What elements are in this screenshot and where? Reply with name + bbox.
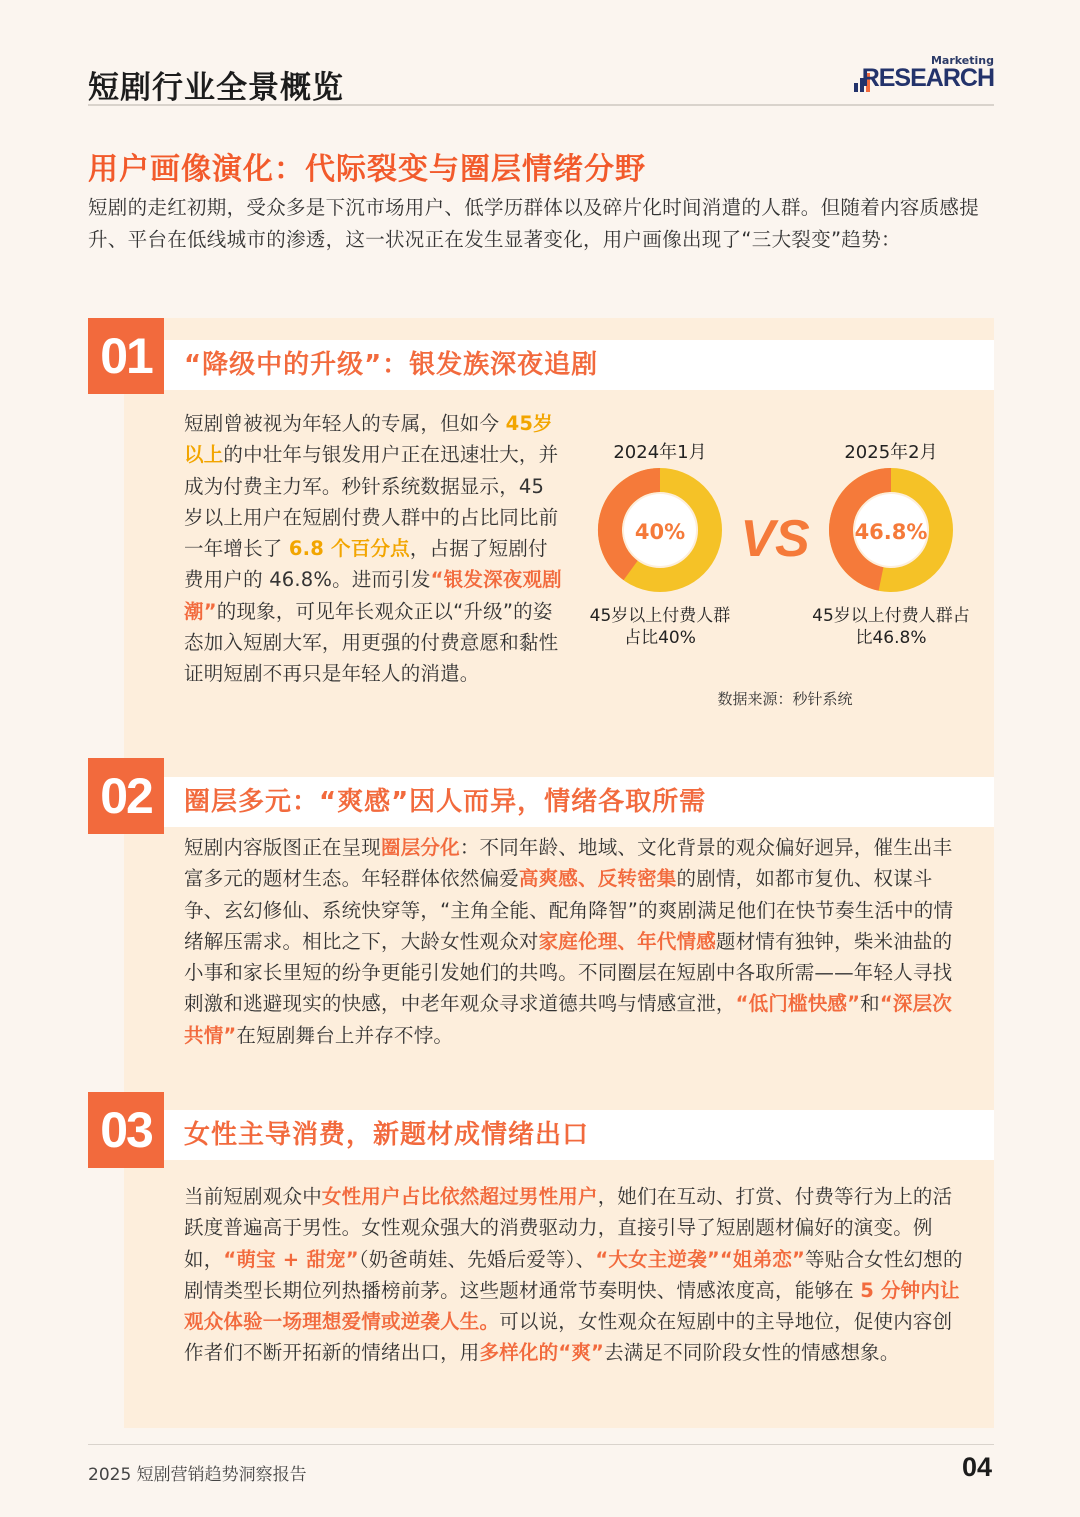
body-text-segment: 和 bbox=[860, 992, 880, 1016]
body-text-segment: 题材情有独钟，柴米油盐的小事和家长里短的纷争更能引发她们的共鸣。不同圈层在短剧中各取所需——年轻人寻找刺激和逃避现实的快感，中老年观众寻求道德共鸣与情感宣泄， bbox=[184, 929, 953, 1016]
chart-2-caption-line2: 比46.8% bbox=[855, 628, 927, 648]
item-01-number: 01 bbox=[88, 318, 164, 394]
body-text-segment: 短剧曾被视为年轻人的专属，但如今 bbox=[184, 412, 506, 435]
chart-source: 数据来源：秒针系统 bbox=[717, 690, 853, 708]
age-share-donut-charts bbox=[580, 428, 990, 728]
highlight-text: 高爽感、反转密集 bbox=[518, 867, 677, 891]
body-text-segment: （奶爸萌娃、先婚后爱等）、 bbox=[358, 1247, 596, 1271]
highlight-text: 6.8 个百分点 bbox=[288, 537, 410, 561]
chart-1-period: 2024年1月 bbox=[613, 442, 707, 463]
chart-1-center-label: 40% bbox=[634, 520, 686, 544]
body-text-segment: 短剧内容版图正在呈现 bbox=[184, 836, 382, 859]
item-03-number: 03 bbox=[88, 1092, 164, 1168]
body-text-segment: 的中壮年与银发用户正在迅速壮大，并成为付费主力军。秒针系统数据显示，45 岁以上用户在短剧付费人群中的占比同比前一年增长了 bbox=[184, 443, 559, 561]
body-text-segment: 的剧情，如都市复仇、权谋斗争、玄幻修仙、系统快穿等，“主角全能、配角降智”的爽剧满足他们在快节奏生活中的情绪解压需求。相比之下，大龄女性观众对 bbox=[184, 867, 954, 953]
intro-paragraph: 短剧的走红初期，受众多是下沉市场用户、低学历群体以及碎片化时间消遣的人群。但随着内容质感提升、平台在低线城市的渗透，这一状况正在发生显著变化，用户画像出现了“三大裂变”趋势： bbox=[88, 196, 980, 251]
highlight-text: 家庭伦理、年代情感 bbox=[538, 929, 716, 953]
highlight-text: 45岁以上 bbox=[184, 412, 553, 467]
item-02-body bbox=[184, 832, 964, 1051]
chart-2-center-label: 46.8% bbox=[854, 520, 928, 544]
chart-2-caption-line1: 45岁以上付费人群占 bbox=[812, 606, 970, 626]
header-title: 短剧行业全景概览 bbox=[88, 70, 344, 106]
item-01-title: “降级中的升级”：银发族深夜追剧 bbox=[184, 350, 599, 380]
body-text-segment: 当前短剧观众中 bbox=[184, 1185, 322, 1208]
logo-research: RESEARCH bbox=[861, 64, 994, 92]
logo-marketing: Marketing bbox=[930, 54, 994, 67]
chart-1-caption-line1: 45岁以上付费人群 bbox=[589, 606, 731, 626]
body-text-segment: 的现象，可见年长观众正以“升级”的姿态加入短剧大军，用更强的付费意愿和黏性证明短剧不再只是年轻人的消遣。 bbox=[184, 599, 559, 686]
page-header bbox=[88, 54, 994, 106]
section-title: 用户画像演化：代际裂变与圈层情绪分野 bbox=[88, 152, 646, 187]
item-03-body bbox=[184, 1181, 964, 1369]
footer-divider bbox=[88, 1444, 994, 1445]
research-logo bbox=[854, 54, 994, 98]
body-text-segment: 在短剧舞台上并存不悖。 bbox=[236, 1023, 454, 1047]
footer-report-name: 2025 短剧营销趋势洞察报告 bbox=[88, 1465, 307, 1485]
chart-1-caption-line2: 占比40% bbox=[624, 628, 696, 648]
page-number: 04 bbox=[961, 1452, 992, 1482]
item-01-body bbox=[184, 408, 562, 690]
body-text-segment: ，占据了短剧付费用户的 46.8%。进而引发 bbox=[184, 537, 548, 592]
chart-2-period: 2025年2月 bbox=[844, 442, 938, 463]
highlight-text: “大女主逆袭”“姐弟恋” bbox=[595, 1247, 806, 1271]
body-text-segment: 可以说，女性观众在短剧中的主导地位，促使内容创作者们不断开拓新的情绪出口，用 bbox=[184, 1310, 953, 1365]
body-text-segment: 等贴合女性幻想的剧情类型长期位列热播榜前茅。这些题材通常节奏明快、情感浓度高，能够在 bbox=[184, 1247, 963, 1302]
item-02-number: 02 bbox=[88, 758, 164, 834]
highlight-text: 女性用户占比依然超过男性用户 bbox=[321, 1185, 598, 1208]
highlight-text: “深层次共情” bbox=[184, 992, 952, 1047]
highlight-text: 圈层分化 bbox=[381, 836, 460, 859]
body-text-segment: 去满足不同阶段女性的情感想象。 bbox=[604, 1341, 900, 1365]
highlight-text: 5 分钟内让观众体验一场理想爱情或逆袭人生。 bbox=[184, 1278, 960, 1334]
highlight-text: “萌宝 + 甜宠” bbox=[223, 1247, 359, 1271]
body-text-segment: ：不同年龄、地域、文化背景的观众偏好迥异，催生出丰富多元的题材生态。年轻群体依然偏爱 bbox=[184, 836, 953, 891]
vs-label: VS bbox=[740, 510, 810, 568]
body-text-segment: ，她们在互动、打赏、付费等行为上的活跃度普遍高于男性。女性观众强大的消费驱动力，直接引导了短剧题材偏好的演变。例如， bbox=[184, 1185, 953, 1271]
highlight-text: “银发深夜观剧潮” bbox=[184, 568, 562, 623]
highlight-text: 多样化的“爽” bbox=[479, 1341, 605, 1365]
item-03-title: 女性主导消费，新题材成情绪出口 bbox=[184, 1120, 590, 1150]
highlight-text: “低门槛快感” bbox=[735, 992, 861, 1016]
item-02-title: 圈层多元：“爽感”因人而异，情绪各取所需 bbox=[184, 787, 707, 817]
